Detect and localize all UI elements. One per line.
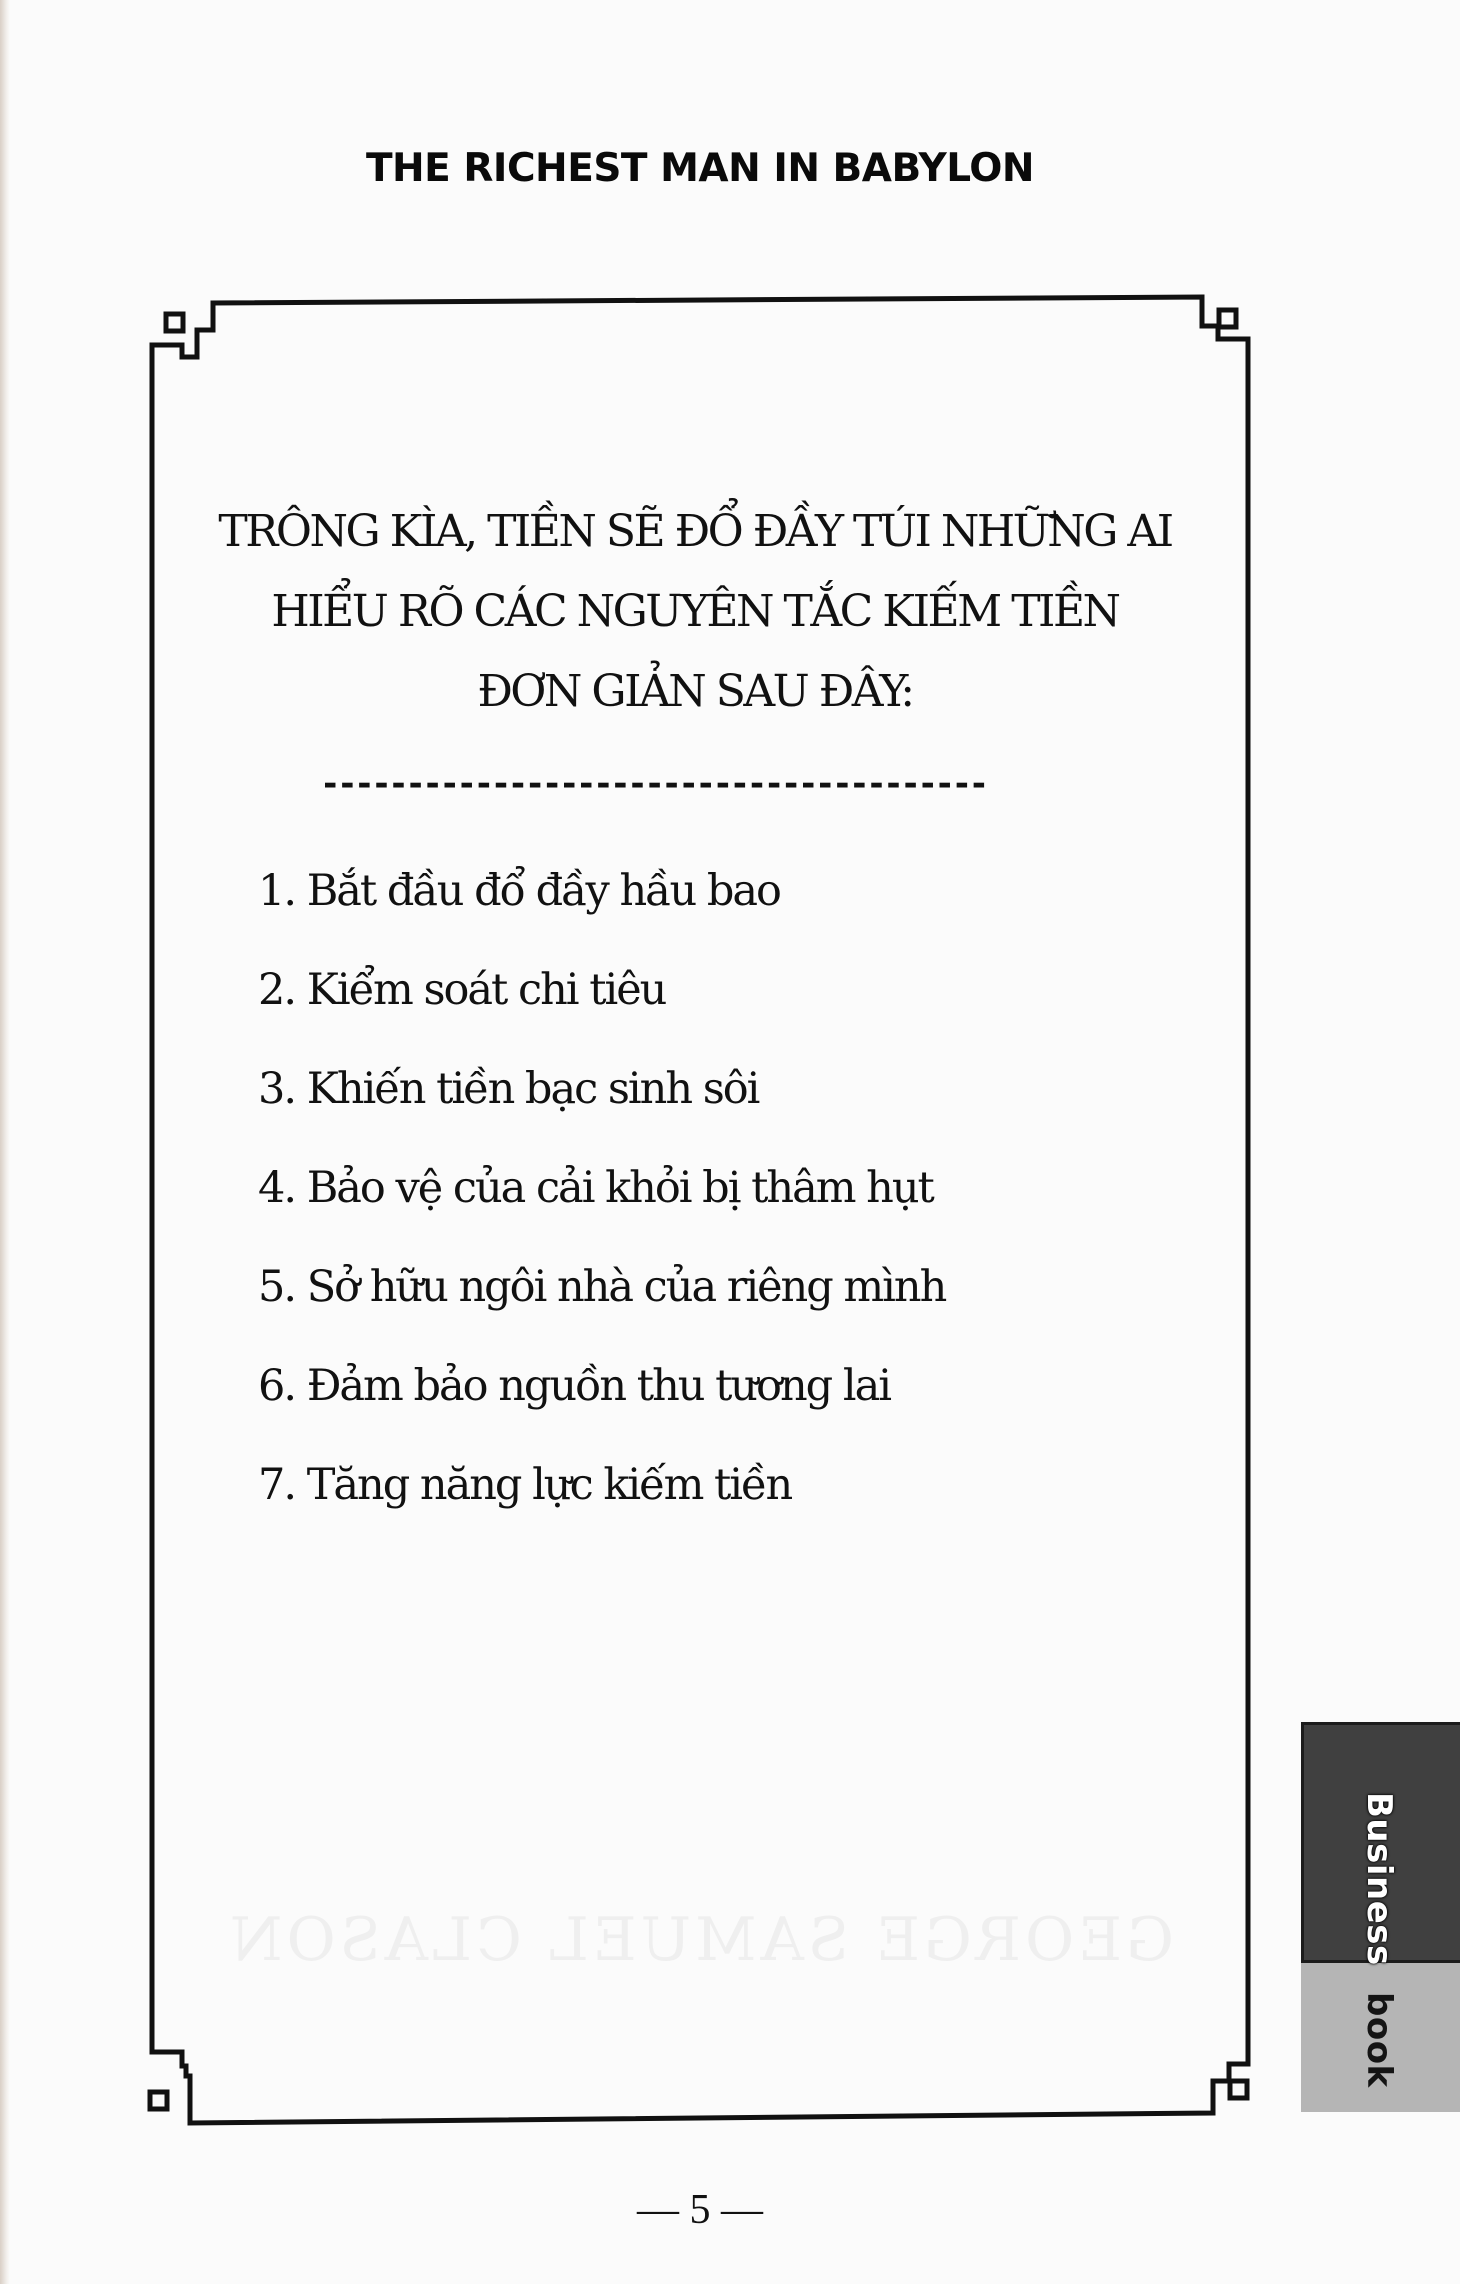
principle-item-2: 2. Kiểm soát chi tiêu (258, 965, 666, 1015)
principle-item-3: 3. Khiến tiền bạc sinh sôi (258, 1064, 759, 1114)
side-tab-label (1359, 1792, 1399, 2088)
page-number: — 5 — (637, 2187, 763, 2233)
principles-heading (170, 492, 1220, 732)
side-tab-word-book: book (1359, 1992, 1399, 2088)
heading-line-2: HIỂU RÕ CÁC NGUYÊN TẮC KIẾM TIỀN (271, 586, 1119, 637)
principle-item-4: 4. Bảo vệ của cải khỏi bị thâm hụt (258, 1163, 933, 1213)
heading-line-1: TRÔNG KÌA, TIỀN SẼ ĐỔ ĐẦY TÚI NHỮNG AI (218, 506, 1172, 557)
dashed-divider: --------------------------------------- (320, 767, 986, 801)
corner-knot-top-left (166, 314, 183, 331)
principles-list (258, 842, 945, 1535)
running-header: THE RICHEST MAN IN BABYLON (365, 146, 1035, 191)
corner-knot-bottom-left (150, 2092, 167, 2109)
principle-item-7: 7. Tăng năng lực kiếm tiền (258, 1460, 792, 1510)
corner-knot-bottom-right (1230, 2081, 1247, 2098)
principle-item-1: 1. Bắt đầu đổ đầy hầu bao (258, 866, 780, 916)
heading-line-3: ĐƠN GIẢN SAU ĐÂY: (477, 666, 913, 717)
corner-knot-top-right (1219, 310, 1236, 327)
business-book-side-tab (1301, 1722, 1460, 2112)
bleed-through-text: GEORGE SAMUEL CLASON (226, 1905, 1174, 1975)
principle-item-6: 6. Đảm bảo nguồn thu tương lai (258, 1361, 891, 1411)
principle-item-5: 5. Sở hữu ngôi nhà của riêng mình (258, 1262, 946, 1312)
side-tab-word-business: Business (1359, 1792, 1399, 1966)
